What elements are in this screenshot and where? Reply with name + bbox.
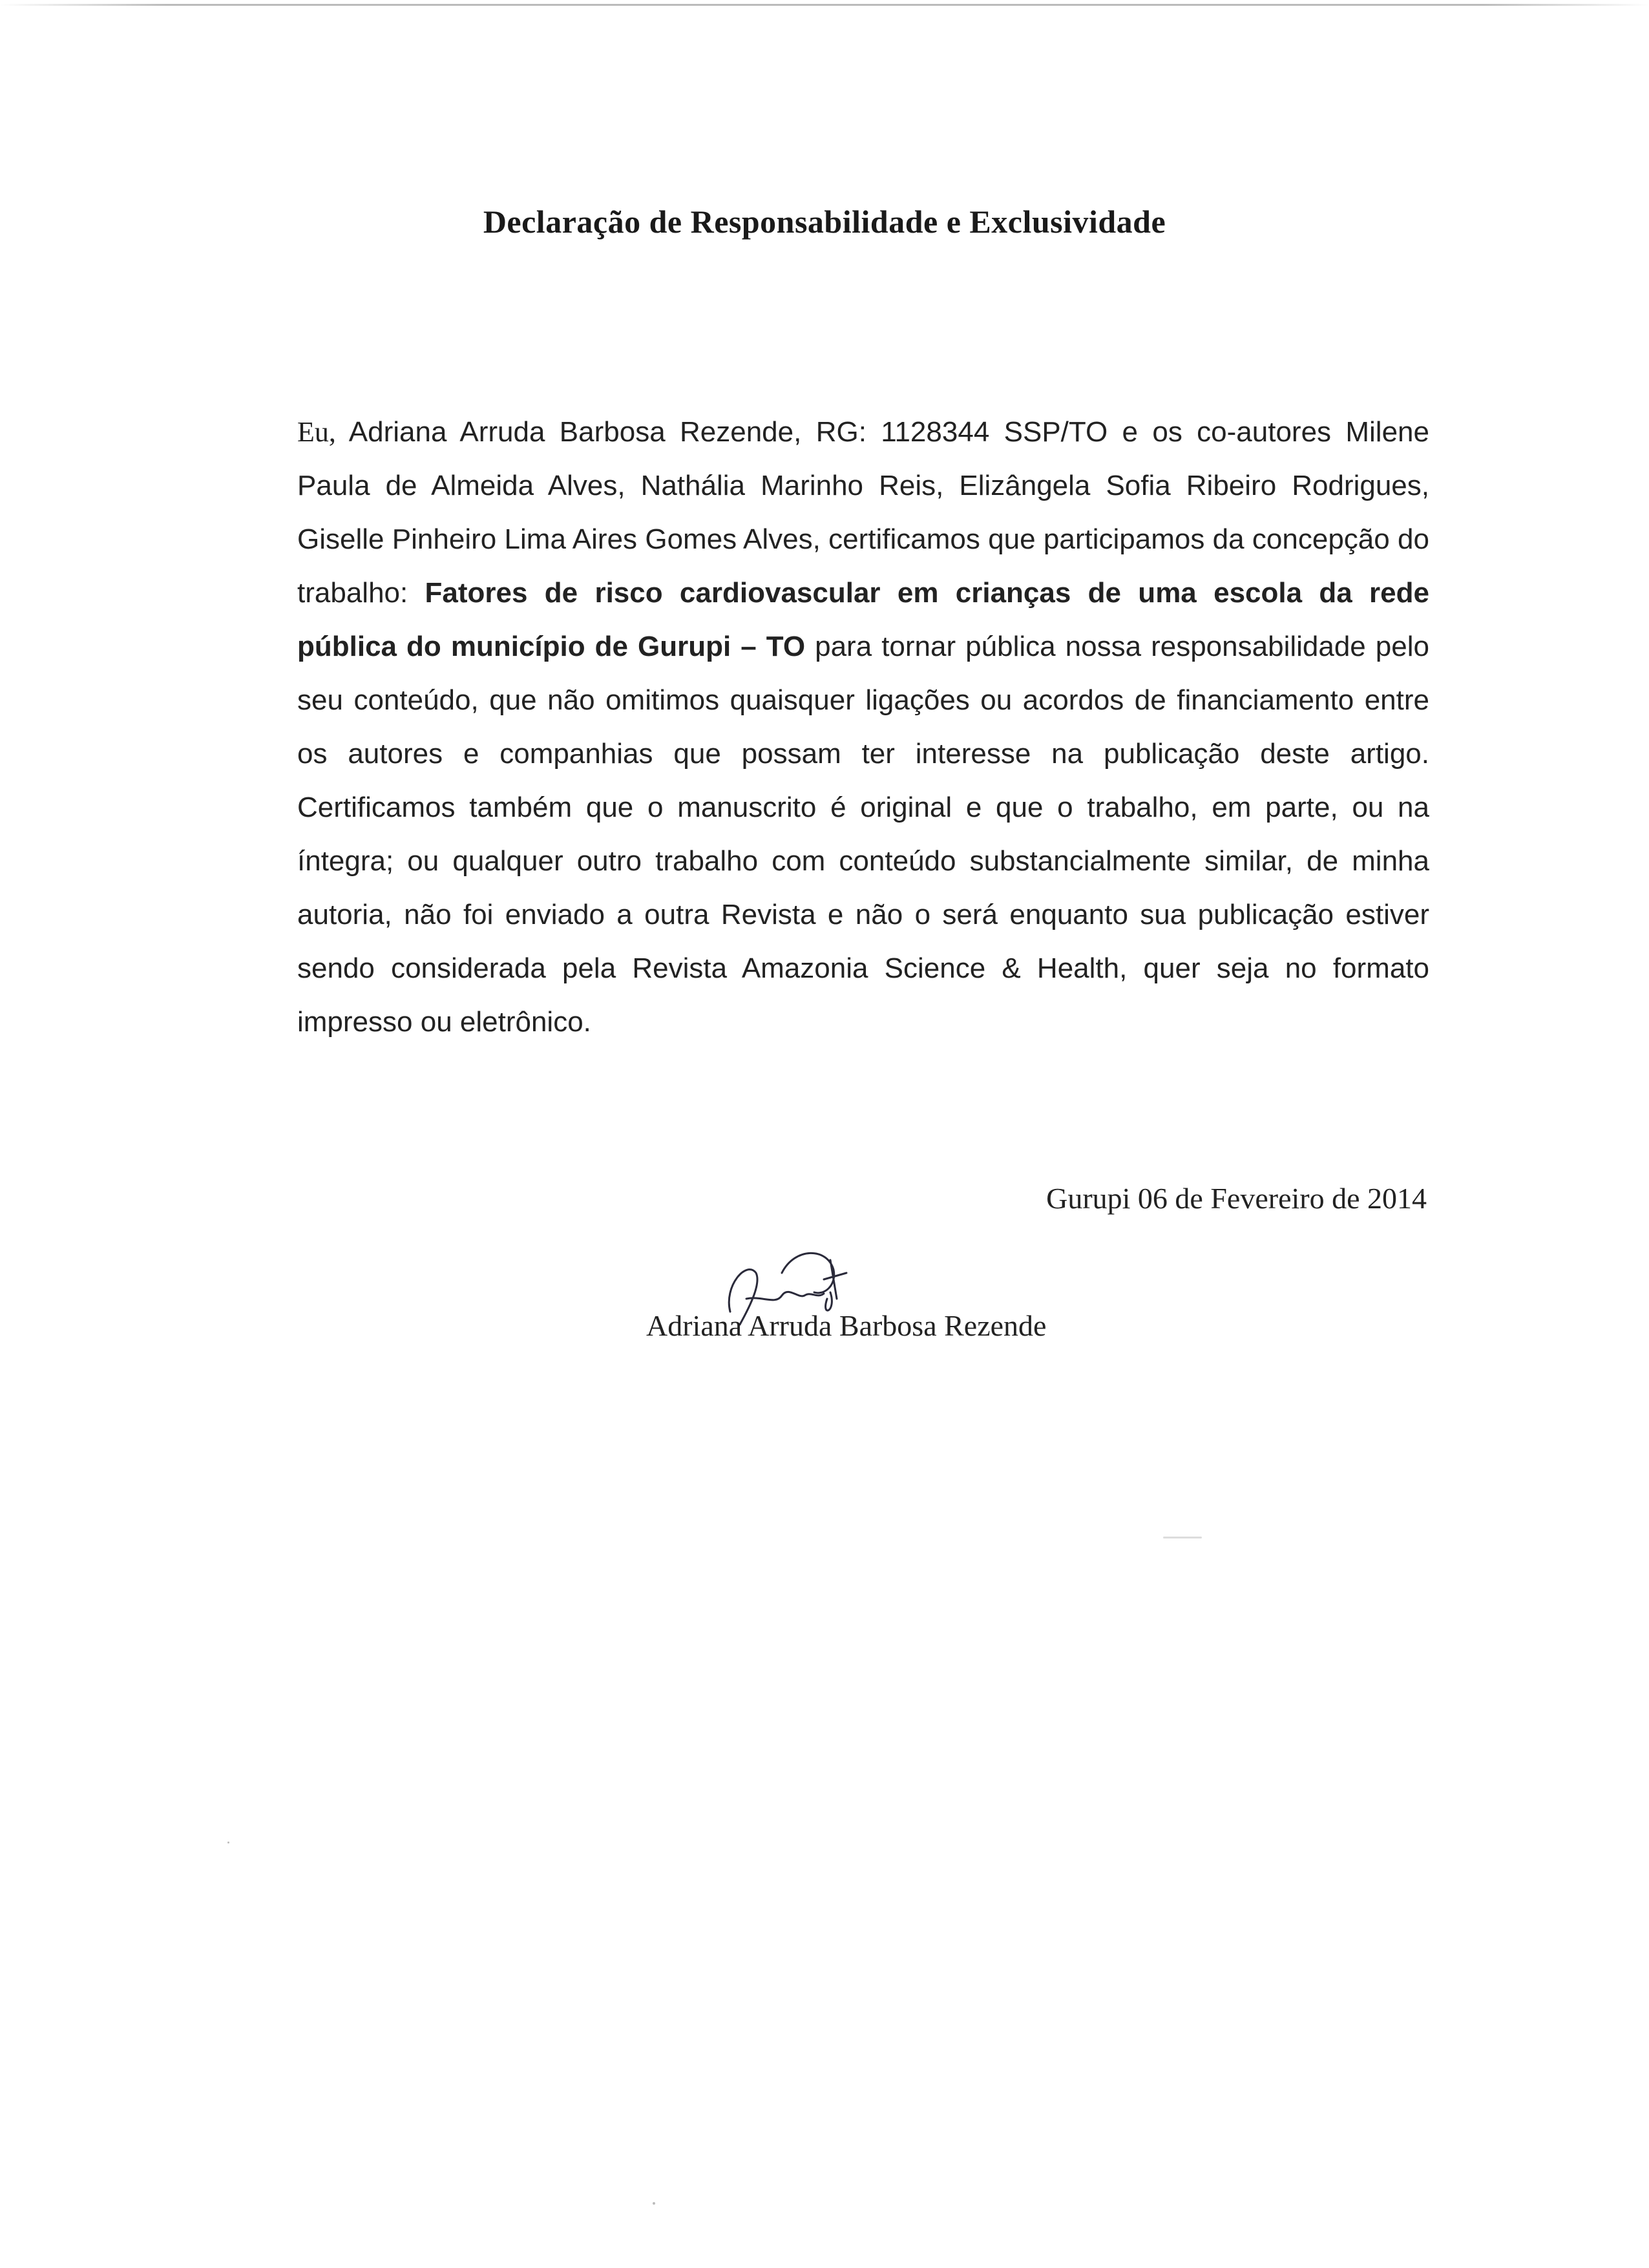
- scan-edge-line: [0, 4, 1649, 6]
- declaration-text-part1: Adriana Arruda Barbosa Rezende, RG: 1128344 SSP/TO e os co-autores Milene Paula de Almeida Alves, Nathália Marinho Reis, Elizângela Sofia Ribeiro Rodrigues, Giselle Pinheiro Lima Aires Gomes Alves, certificamos que participamos da concepção do trabalho:: [297, 416, 1429, 609]
- declaration-body: [297, 405, 1429, 1049]
- scan-speck: [1163, 1537, 1202, 1538]
- declaration-lead-word: Eu,: [297, 416, 336, 448]
- scan-speck: [227, 1842, 229, 1843]
- scan-speck: [653, 2202, 655, 2205]
- place-date: Gurupi 06 de Fevereiro de 2014: [1046, 1182, 1427, 1215]
- work-title: Fatores de risco cardiovascular em crianças de uma escola da rede pública do município de Gurupi – TO: [297, 577, 1429, 662]
- signer-name: Adriana Arruda Barbosa Rezende: [646, 1309, 1047, 1342]
- declaration-text-part2: para tornar pública nossa responsabilidade pelo seu conteúdo, que não omitimos quaisquer ligações ou acordos de financiamento entre os autores e companhias que possam ter interesse na publicação deste artigo. Certificamos também que o manuscrito é original e que o trabalho, em parte, ou na íntegra; ou qualquer outro trabalho com conteúdo substancialmente similar, de minha autoria, não foi enviado a outra Revista e não o será enquanto sua publicação estiver sendo considerada pela Revista Amazonia Science & Health, quer seja no formato impresso ou eletrônico.: [297, 631, 1429, 1038]
- document-title: Declaração de Responsabilidade e Exclusividade: [483, 203, 1166, 240]
